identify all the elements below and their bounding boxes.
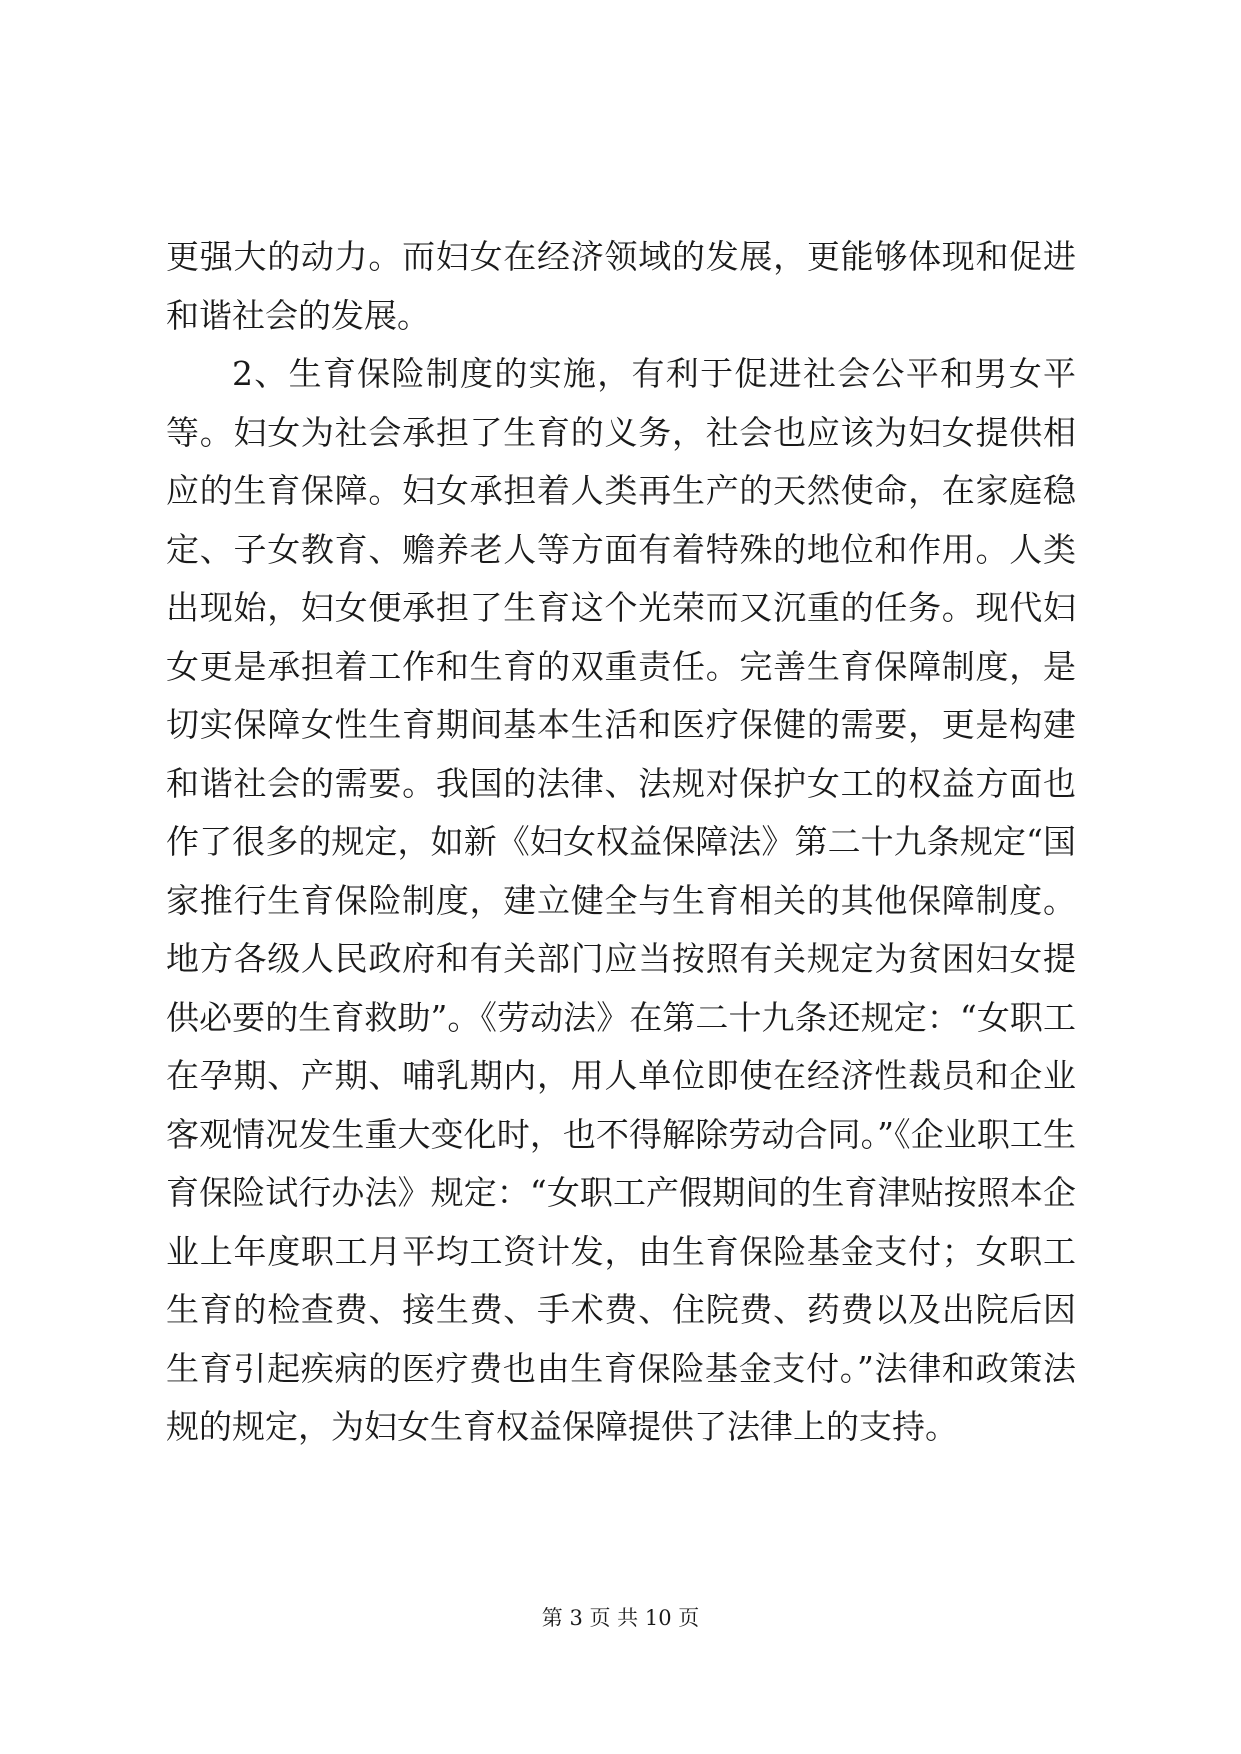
page-footer [0,1603,1241,1633]
page-number-label: 第 3 页 共 10 页 [541,1606,700,1630]
document-body [166,228,1076,1457]
paragraph-2: 2、生育保险制度的实施，有利于促进社会公平和男女平等。妇女为社会承担了生育的义务，社会也应该为妇女提供相应的生育保障。妇女承担着人类再生产的天然使命，在家庭稳定、子女教育、赡养老人等方面有着特殊的地位和作用。人类出现始，妇女便承担了生育这个光荣而又沉重的任务。现代妇女更是承担着工作和生育的双重责任。完善生育保障制度，是切实保障女性生育期间基本生活和医疗保健的需要，更是构建和谐社会的需要。我国的法律、法规对保护女工的权益方面也作了很多的规定，如新《妇女权益保障法》第二十九条规定“国家推行生育保险制度，建立健全与生育相关的其他保障制度。地方各级人民政府和有关部门应当按照有关规定为贫困妇女提供必要的生育救助”。《劳动法》在第二十九条还规定：“女职工在孕期、产期、哺乳期内，用人单位即使在经济性裁员和企业客观情况发生重大变化时，也不得解除劳动合同。”《企业职工生育保险试行办法》规定：“女职工产假期间的生育津贴按照本企业上年度职工月平均工资计发，由生育保险基金支付；女职工生育的检查费、接生费、手术费、住院费、药费以及出院后因生育引起疾病的医疗费也由生育保险基金支付。”法律和政策法规的规定，为妇女生育权益保障提供了法律上的支持。 [166,354,1076,1446]
paragraph-1: 更强大的动力。而妇女在经济领域的发展，更能够体现和促进和谐社会的发展。 [166,237,1076,335]
